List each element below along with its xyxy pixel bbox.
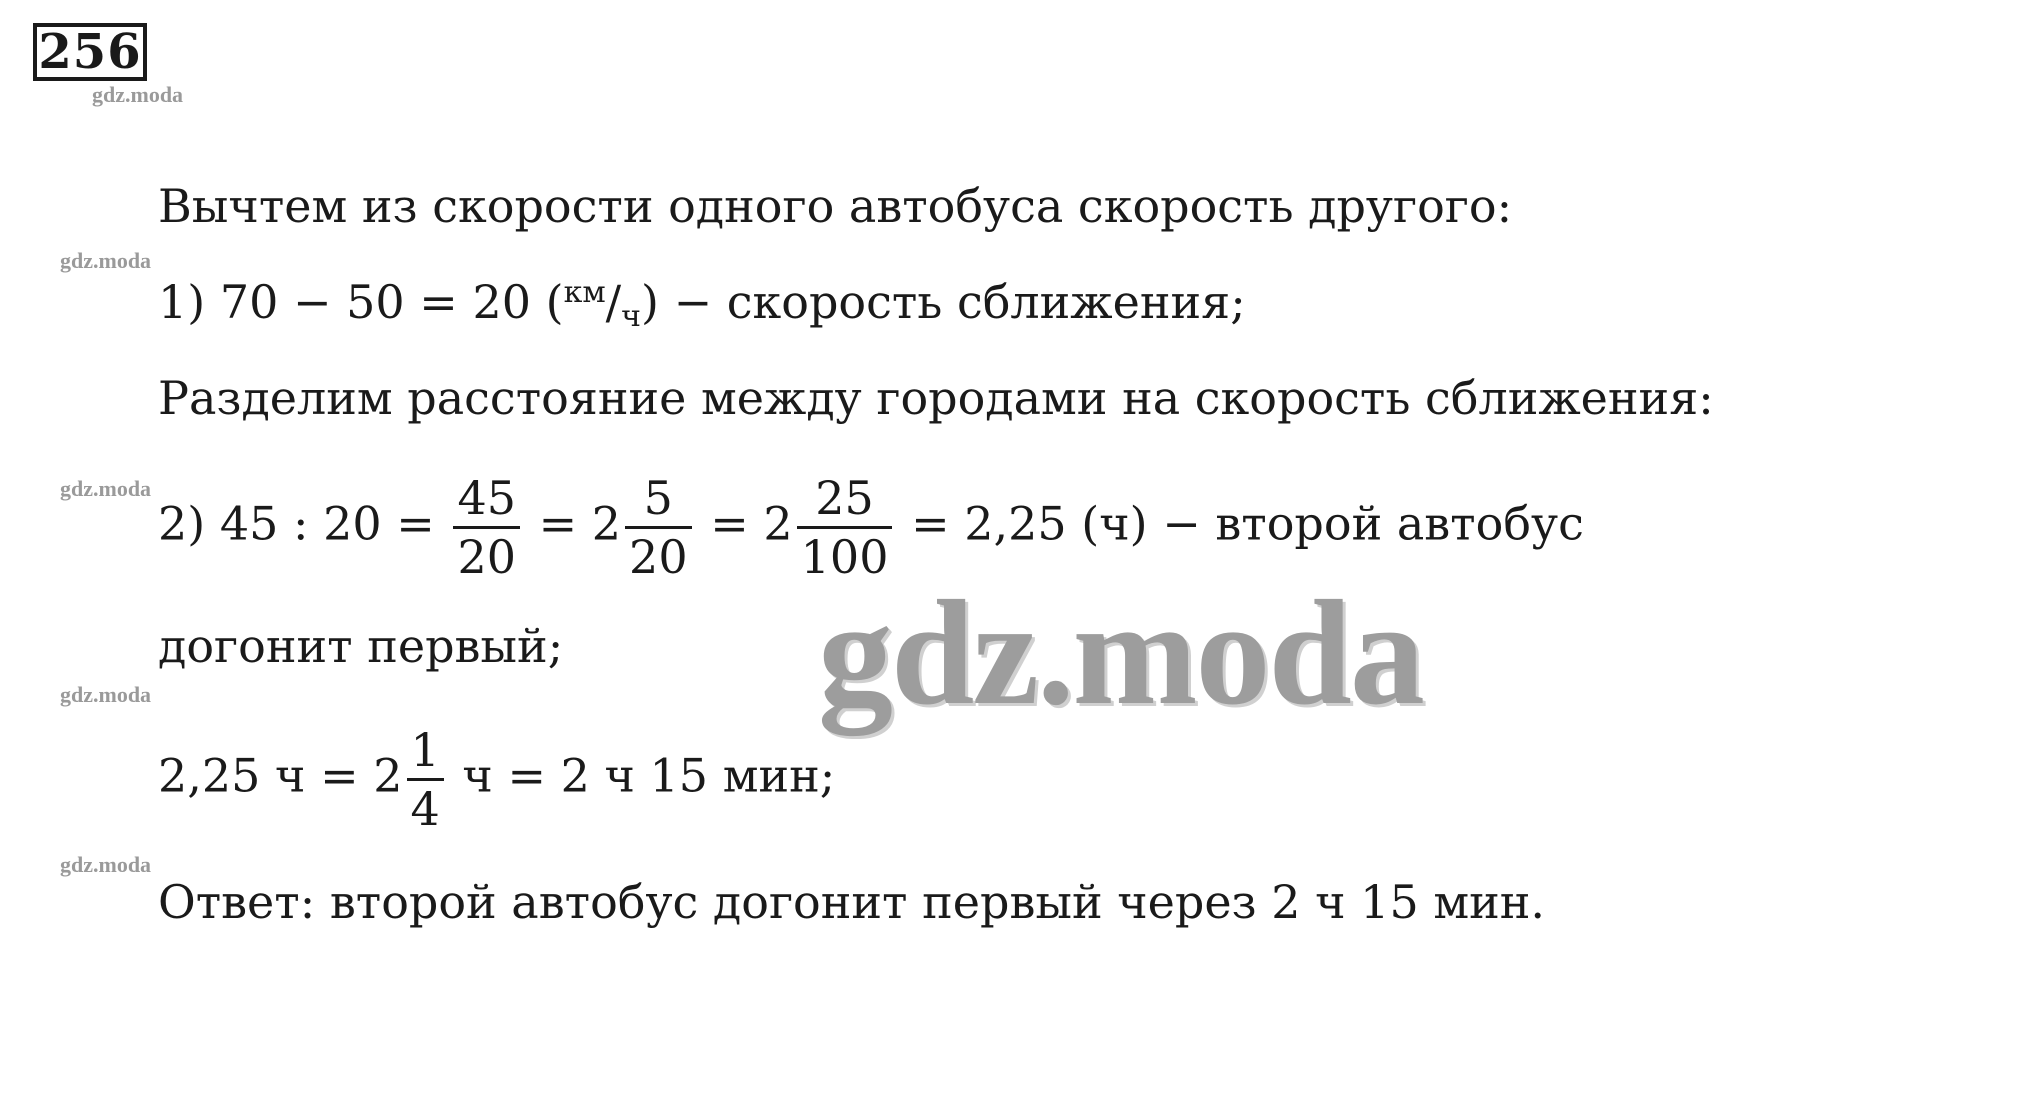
- answer-line: Ответ: второй автобус догонит первый через 2 ч 15 мин.: [158, 875, 1546, 929]
- fraction-numerator: 5: [625, 470, 692, 529]
- step-2-eq-b: = 2: [710, 496, 793, 551]
- step-2-line: [158, 470, 1584, 585]
- intro-line-1: Вычтем из скорости одного автобуса скорость другого:: [158, 179, 1513, 233]
- watermark-small: gdz.moda: [60, 248, 152, 273]
- intro-line-2: Разделим расстояние между городами на скорость сближения:: [158, 371, 1714, 425]
- step-1-text-start: 1) 70 − 50 = 20 (: [158, 275, 564, 329]
- conversion-line: [158, 722, 835, 837]
- fraction-denominator: 4: [410, 782, 440, 836]
- step-2-continuation: догонит первый;: [158, 619, 564, 673]
- fraction-denominator: 100: [800, 530, 889, 584]
- fraction-numerator: 1: [407, 722, 444, 781]
- problem-number: 256: [33, 23, 147, 81]
- fraction-numerator: 45: [453, 470, 520, 529]
- fraction-25-100: [797, 470, 893, 585]
- watermark-small: gdz.moda: [92, 82, 184, 107]
- fraction-45-20: [453, 470, 520, 585]
- fraction-denominator: 20: [457, 530, 516, 584]
- watermark-small: gdz.moda: [60, 682, 152, 707]
- step-2-start: 2) 45 : 20 =: [158, 496, 435, 551]
- unit-km: км: [563, 275, 606, 310]
- step-1-text-end: ) − скорость сближения;: [641, 275, 1246, 329]
- fraction-1-4: [407, 722, 444, 837]
- step-1-line: 1) 70 − 50 = 20 ($^{км}$/ч) − скорость сближения;: [158, 275, 1246, 334]
- watermark-small: gdz.moda: [60, 476, 152, 501]
- watermark-large: gdz.moda: [818, 570, 1423, 736]
- unit-h: ч: [621, 299, 642, 334]
- watermark-small: gdz.moda: [60, 852, 152, 877]
- conversion-end: ч = 2 ч 15 мин;: [462, 748, 836, 803]
- conversion-start: 2,25 ч = 2: [158, 748, 403, 803]
- step-2-end: = 2,25 (ч) − второй автобус: [911, 496, 1584, 551]
- fraction-5-20: [625, 470, 692, 585]
- step-2-eq-a: = 2: [538, 496, 622, 551]
- fraction-denominator: 20: [629, 530, 688, 584]
- fraction-numerator: 25: [797, 470, 893, 529]
